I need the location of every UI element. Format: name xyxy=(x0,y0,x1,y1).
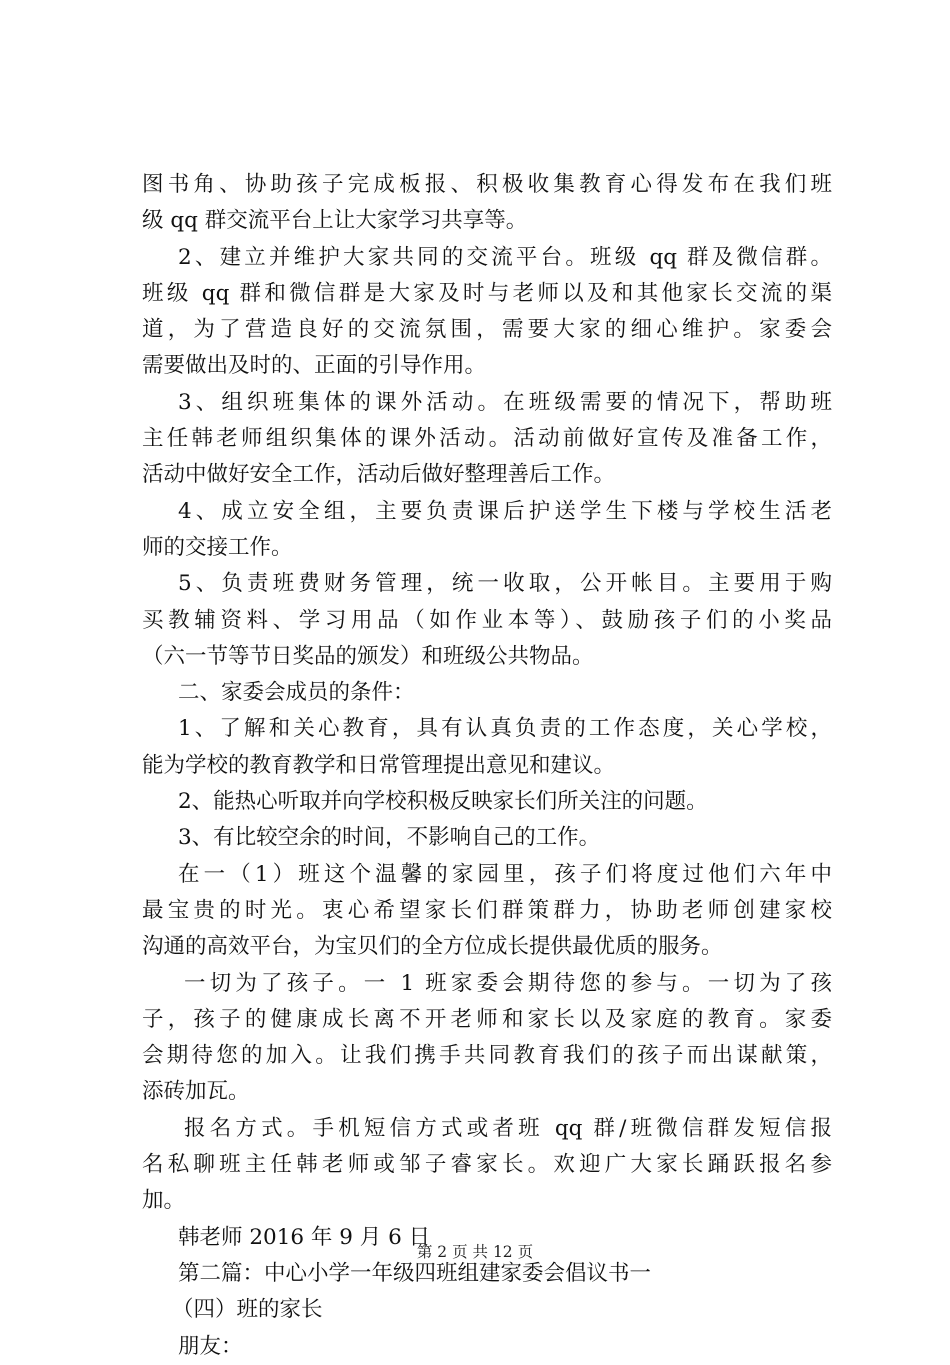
text-line: 4、成立安全组，主要负责课后护送学生下楼与学校生活老 xyxy=(178,498,832,524)
text-line: 级 qq 群交流平台上让大家学习共享等。 xyxy=(142,208,528,234)
text-line: 买教辅资料、学习用品（如作业本等）、鼓励孩子们的小奖品 xyxy=(142,607,832,633)
text-line: 加。 xyxy=(142,1188,186,1214)
text-line: 需要做出及时的、正面的引导作用。 xyxy=(142,353,487,379)
text-line: 第二篇：中心小学一年级四班组建家委会倡议书一 xyxy=(178,1260,652,1286)
text-line: 二、家委会成员的条件： xyxy=(178,680,415,706)
text-line: 2、建立并维护大家共同的交流平台。班级 qq 群及微信群。 xyxy=(178,244,832,270)
text-line: 朋友： xyxy=(178,1333,243,1359)
text-line: 添砖加瓦。 xyxy=(142,1079,250,1105)
text-line: 道，为了营造良好的交流氛围，需要大家的细心维护。家委会 xyxy=(142,317,832,343)
text-line: 子，孩子的健康成长离不开老师和家长以及家庭的教育。家委 xyxy=(142,1006,832,1032)
text-line: 2、能热心听取并向学校积极反映家长们所关注的问题。 xyxy=(178,789,708,815)
text-line: 5、负责班费财务管理，统一收取，公开帐目。主要用于购 xyxy=(178,571,832,597)
text-line: 1、了解和关心教育，具有认真负责的工作态度，关心学校， xyxy=(178,716,832,742)
text-line: 主任韩老师组织集体的课外活动。活动前做好宣传及准备工作， xyxy=(142,426,832,452)
text-line: 活动中做好安全工作，活动后做好整理善后工作。 xyxy=(142,462,616,488)
text-line: 3、有比较空余的时间，不影响自己的工作。 xyxy=(178,825,601,851)
text-line: 会期待您的加入。让我们携手共同教育我们的孩子而出谋献策， xyxy=(142,1043,832,1069)
document-body xyxy=(142,167,832,1365)
text-line: 沟通的高效平台，为宝贝们的全方位成长提供最优质的服务。 xyxy=(142,934,723,960)
text-line: 在一（1）班这个温馨的家园里，孩子们将度过他们六年中 xyxy=(178,861,832,887)
text-line: 能为学校的教育教学和日常管理提出意见和建议。 xyxy=(142,752,616,778)
text-line: 师的交接工作。 xyxy=(142,534,293,560)
text-line: （六一节等节日奖品的颁发）和班级公共物品。 xyxy=(142,643,594,669)
text-line: 3、组织班集体的课外活动。在班级需要的情况下，帮助班 xyxy=(178,389,832,415)
text-line: 图书角、协助孩子完成板报、积极收集教育心得发布在我们班 xyxy=(142,172,832,197)
text-line: 班级 qq 群和微信群是大家及时与老师以及和其他家长交流的渠 xyxy=(142,280,832,306)
text-line: 最宝贵的时光。衷心希望家长们群策群力，协助老师创建家校 xyxy=(142,897,832,923)
text-line: （四）班的家长 xyxy=(172,1297,323,1323)
text-line: 韩老师 2016 年 9 月 6 日 xyxy=(178,1224,431,1250)
text-line: 报名方式。手机短信方式或者班 qq 群/班微信群发短信报 xyxy=(184,1115,832,1141)
text-line: 一切为了孩子。一 1 班家委会期待您的参与。一切为了孩 xyxy=(184,970,832,996)
text-line: 名私聊班主任韩老师或邹子睿家长。欢迎广大家长踊跃报名参 xyxy=(142,1152,832,1178)
page-footer: 第 2 页 共 12 页 xyxy=(416,1243,534,1261)
